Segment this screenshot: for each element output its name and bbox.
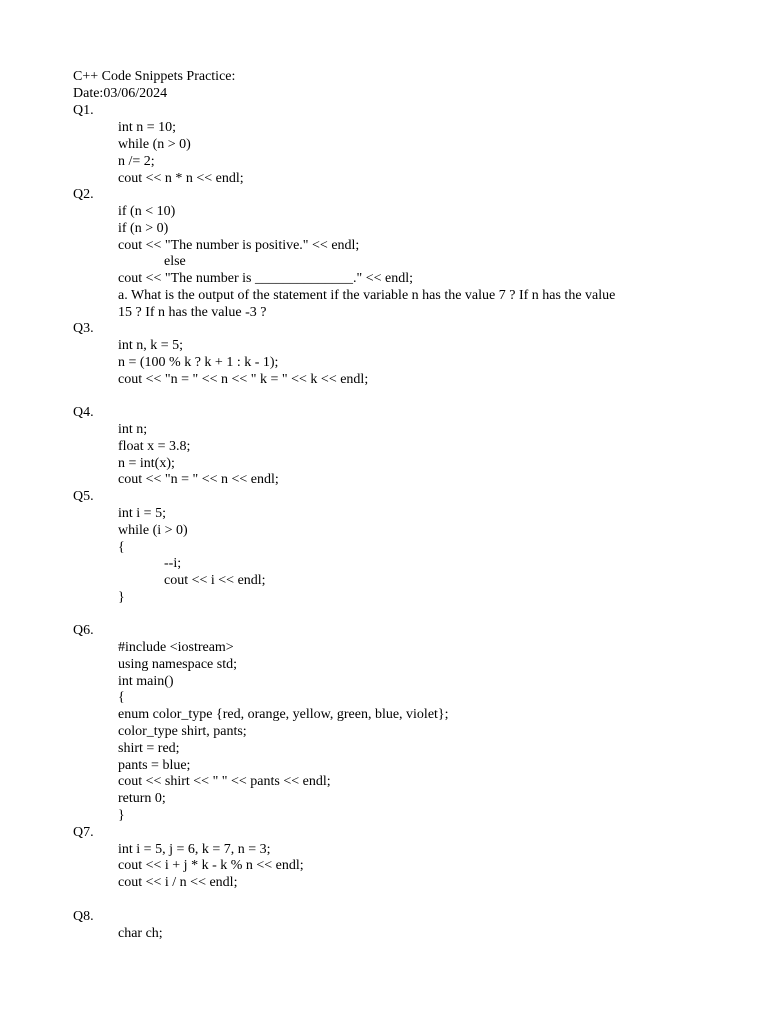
code-line: float x = 3.8; — [118, 439, 191, 454]
code-line: cout << "n = " << n << endl; — [118, 472, 279, 487]
question-label: Q4. — [73, 405, 94, 420]
code-line: int n, k = 5; — [118, 338, 184, 353]
question-label: Q6. — [73, 623, 94, 638]
code-line: cout << i << endl; — [164, 573, 266, 588]
code-line: n = (100 % k ? k + 1 : k - 1); — [118, 355, 279, 370]
question-label: Q2. — [73, 187, 94, 202]
code-line: cout << "The number is positive." << endl; — [118, 238, 360, 253]
question-label: Q5. — [73, 489, 94, 504]
document-date: Date:03/06/2024 — [73, 86, 168, 101]
code-line: cout << i + j * k - k % n << endl; — [118, 858, 304, 873]
code-line: #include <iostream> — [118, 640, 234, 655]
code-line: while (n > 0) — [118, 137, 191, 152]
code-line: } — [118, 808, 125, 823]
document-title: C++ Code Snippets Practice: — [73, 69, 236, 84]
code-line: } — [118, 590, 125, 605]
code-line: color_type shirt, pants; — [118, 724, 247, 739]
code-line: int n; — [118, 422, 148, 437]
code-line: n /= 2; — [118, 154, 155, 169]
code-line: if (n > 0) — [118, 221, 169, 236]
code-line: { — [118, 540, 125, 555]
code-line: cout << shirt << " " << pants << endl; — [118, 774, 331, 789]
question-prompt: a. What is the output of the statement if the variable n has the value 7 ? If n has the value — [118, 288, 616, 303]
code-line: n = int(x); — [118, 456, 175, 471]
code-line: using namespace std; — [118, 657, 237, 672]
code-line: return 0; — [118, 791, 166, 806]
code-line: --i; — [164, 556, 182, 571]
code-line: cout << "n = " << n << " k = " << k << endl; — [118, 372, 369, 387]
code-line: cout << "The number is ______________." << endl; — [118, 271, 413, 286]
code-line: int main() — [118, 674, 174, 689]
code-line: int n = 10; — [118, 120, 177, 135]
code-line: else — [164, 254, 186, 269]
code-line: pants = blue; — [118, 758, 191, 773]
question-label: Q3. — [73, 321, 94, 336]
code-line: char ch; — [118, 926, 163, 941]
code-line: { — [118, 690, 125, 705]
question-label: Q8. — [73, 909, 94, 924]
code-line: if (n < 10) — [118, 204, 176, 219]
code-line: enum color_type {red, orange, yellow, green, blue, violet}; — [118, 707, 449, 722]
code-line: while (i > 0) — [118, 523, 188, 538]
question-label: Q7. — [73, 825, 94, 840]
question-prompt: 15 ? If n has the value -3 ? — [118, 305, 267, 320]
code-line: cout << i / n << endl; — [118, 875, 238, 890]
code-line: int i = 5; — [118, 506, 166, 521]
code-line: shirt = red; — [118, 741, 180, 756]
code-line: cout << n * n << endl; — [118, 171, 244, 186]
code-line: int i = 5, j = 6, k = 7, n = 3; — [118, 842, 271, 857]
question-label: Q1. — [73, 103, 94, 118]
